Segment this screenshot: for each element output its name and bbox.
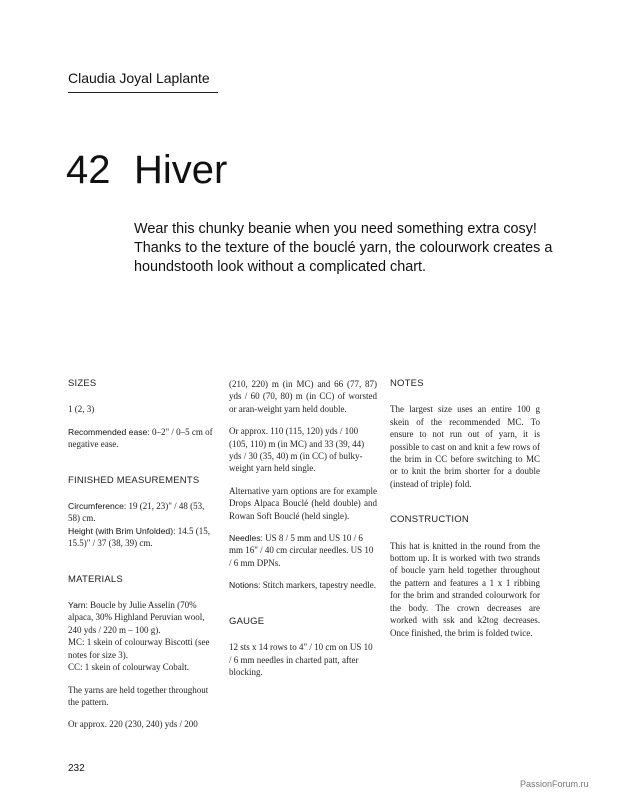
gauge-heading: GAUGE [229, 615, 265, 627]
mc-paragraph: MC: 1 skein of colourway Biscotti (see notes for size 3). [68, 637, 210, 660]
notes-heading: NOTES [390, 378, 424, 389]
circumference-paragraph [68, 500, 216, 525]
notes-paragraph: The largest size uses an entire 100 g skein of the recommended MC. To ensure to not run out of yarn, it is possible to cast on and knit a few rows of the brim in CC before switching to MC or to knit the brim shorter for a double (instead of triple) fold. [390, 404, 540, 489]
approx-bulky-paragraph: Or approx. 110 (115, 120) yds / 100 (105, 110) m (in MC) and 33 (39, 44) yds / 30 (35, 40) m (in CC) of bulky-weight yarn held single. [229, 426, 365, 474]
yarn-text: Boucle by Julie Asselin (70% alpaca, 30% Highland Peruvian wool, 240 yds / 220 m – 100 g). [68, 600, 205, 635]
cc-paragraph: CC: 1 skein of colourway Cobalt. [68, 662, 189, 673]
sizes-value: 1 (2, 3) [68, 404, 95, 415]
notions-text: Stitch markers, tapestry needle. [260, 580, 376, 591]
alternative-yarn-paragraph: Alternative yarn options are for example Drops Alpaca Bouclé (held double) and Rowan Soft Bouclé (held single). [229, 485, 377, 521]
finished-measurements-heading: FINISHED MEASUREMENTS [68, 474, 200, 486]
page-number: 232 [68, 763, 85, 774]
notions-paragraph [229, 579, 377, 591]
height-text: 14.5 (15, 15.5)" / 37 (38, 39) cm. [68, 525, 210, 549]
needles-paragraph [229, 532, 377, 569]
gauge-paragraph: 12 sts x 14 rows to 4" / 10 cm on US 10 / 6 mm needles in charted patt, after blocking. [229, 642, 373, 677]
ease-label: Recommended ease: [68, 426, 150, 437]
yarn-label: Yarn: [68, 600, 88, 611]
height-paragraph [68, 525, 216, 550]
materials-heading: MATERIALS [68, 573, 123, 585]
author-name: Claudia Joyal Laplante [68, 70, 210, 86]
sizes-heading: SIZES [68, 378, 97, 389]
construction-heading: CONSTRUCTION [390, 514, 469, 526]
column-left [68, 378, 216, 741]
intro-paragraph: Wear this chunky beanie when you need something extra cosy! Thanks to the texture of the bouclé yarn, the colourwork creates a houndstooth look without a complicated chart. [134, 221, 553, 275]
yarn-paragraph [68, 599, 216, 636]
notions-label: Notions: [229, 580, 261, 591]
needles-text: US 8 / 5 mm and US 10 / 6 mm 16" / 40 cm circular needles. US 10 / 6 mm DPNs. [229, 533, 374, 568]
yardage-continued: (210, 220) m (in MC) and 66 (77, 87) yds / 60 (70, 80) m (in CC) of worsted or aran-weight yarn held double. [229, 379, 377, 414]
ease-text: 0–2" / 0–5 cm of negative ease. [68, 426, 213, 450]
watermark: PassionForum.ru [520, 779, 589, 789]
column-right [390, 378, 540, 649]
author-underline [68, 92, 218, 93]
construction-paragraph: This hat is knitted in the round from the bottom up. It is worked with two strands of boucle yarn held together throughout the pattern and features a 1 x 1 ribbing for the brim and stranded colourwork for the body. The crown decreases are worked with ssk and k2tog decreases. Once finished, the brim is folded twice. [390, 540, 540, 638]
height-label: Height (with Brim Unfolded): [68, 525, 176, 536]
column-middle [229, 378, 377, 688]
held-paragraph: The yarns are held together throughout the pattern. [68, 684, 209, 707]
circumference-label: Circumference: [68, 501, 127, 512]
needles-label: Needles: [229, 533, 263, 544]
circumference-text: 19 (21, 23)" / 48 (53, 58) cm. [68, 501, 205, 524]
approx-paragraph: Or approx. 220 (230, 240) yds / 200 [68, 719, 198, 730]
pattern-number: 42 [66, 148, 111, 192]
ease-paragraph [68, 426, 216, 451]
pattern-title: Hiver [134, 148, 228, 192]
